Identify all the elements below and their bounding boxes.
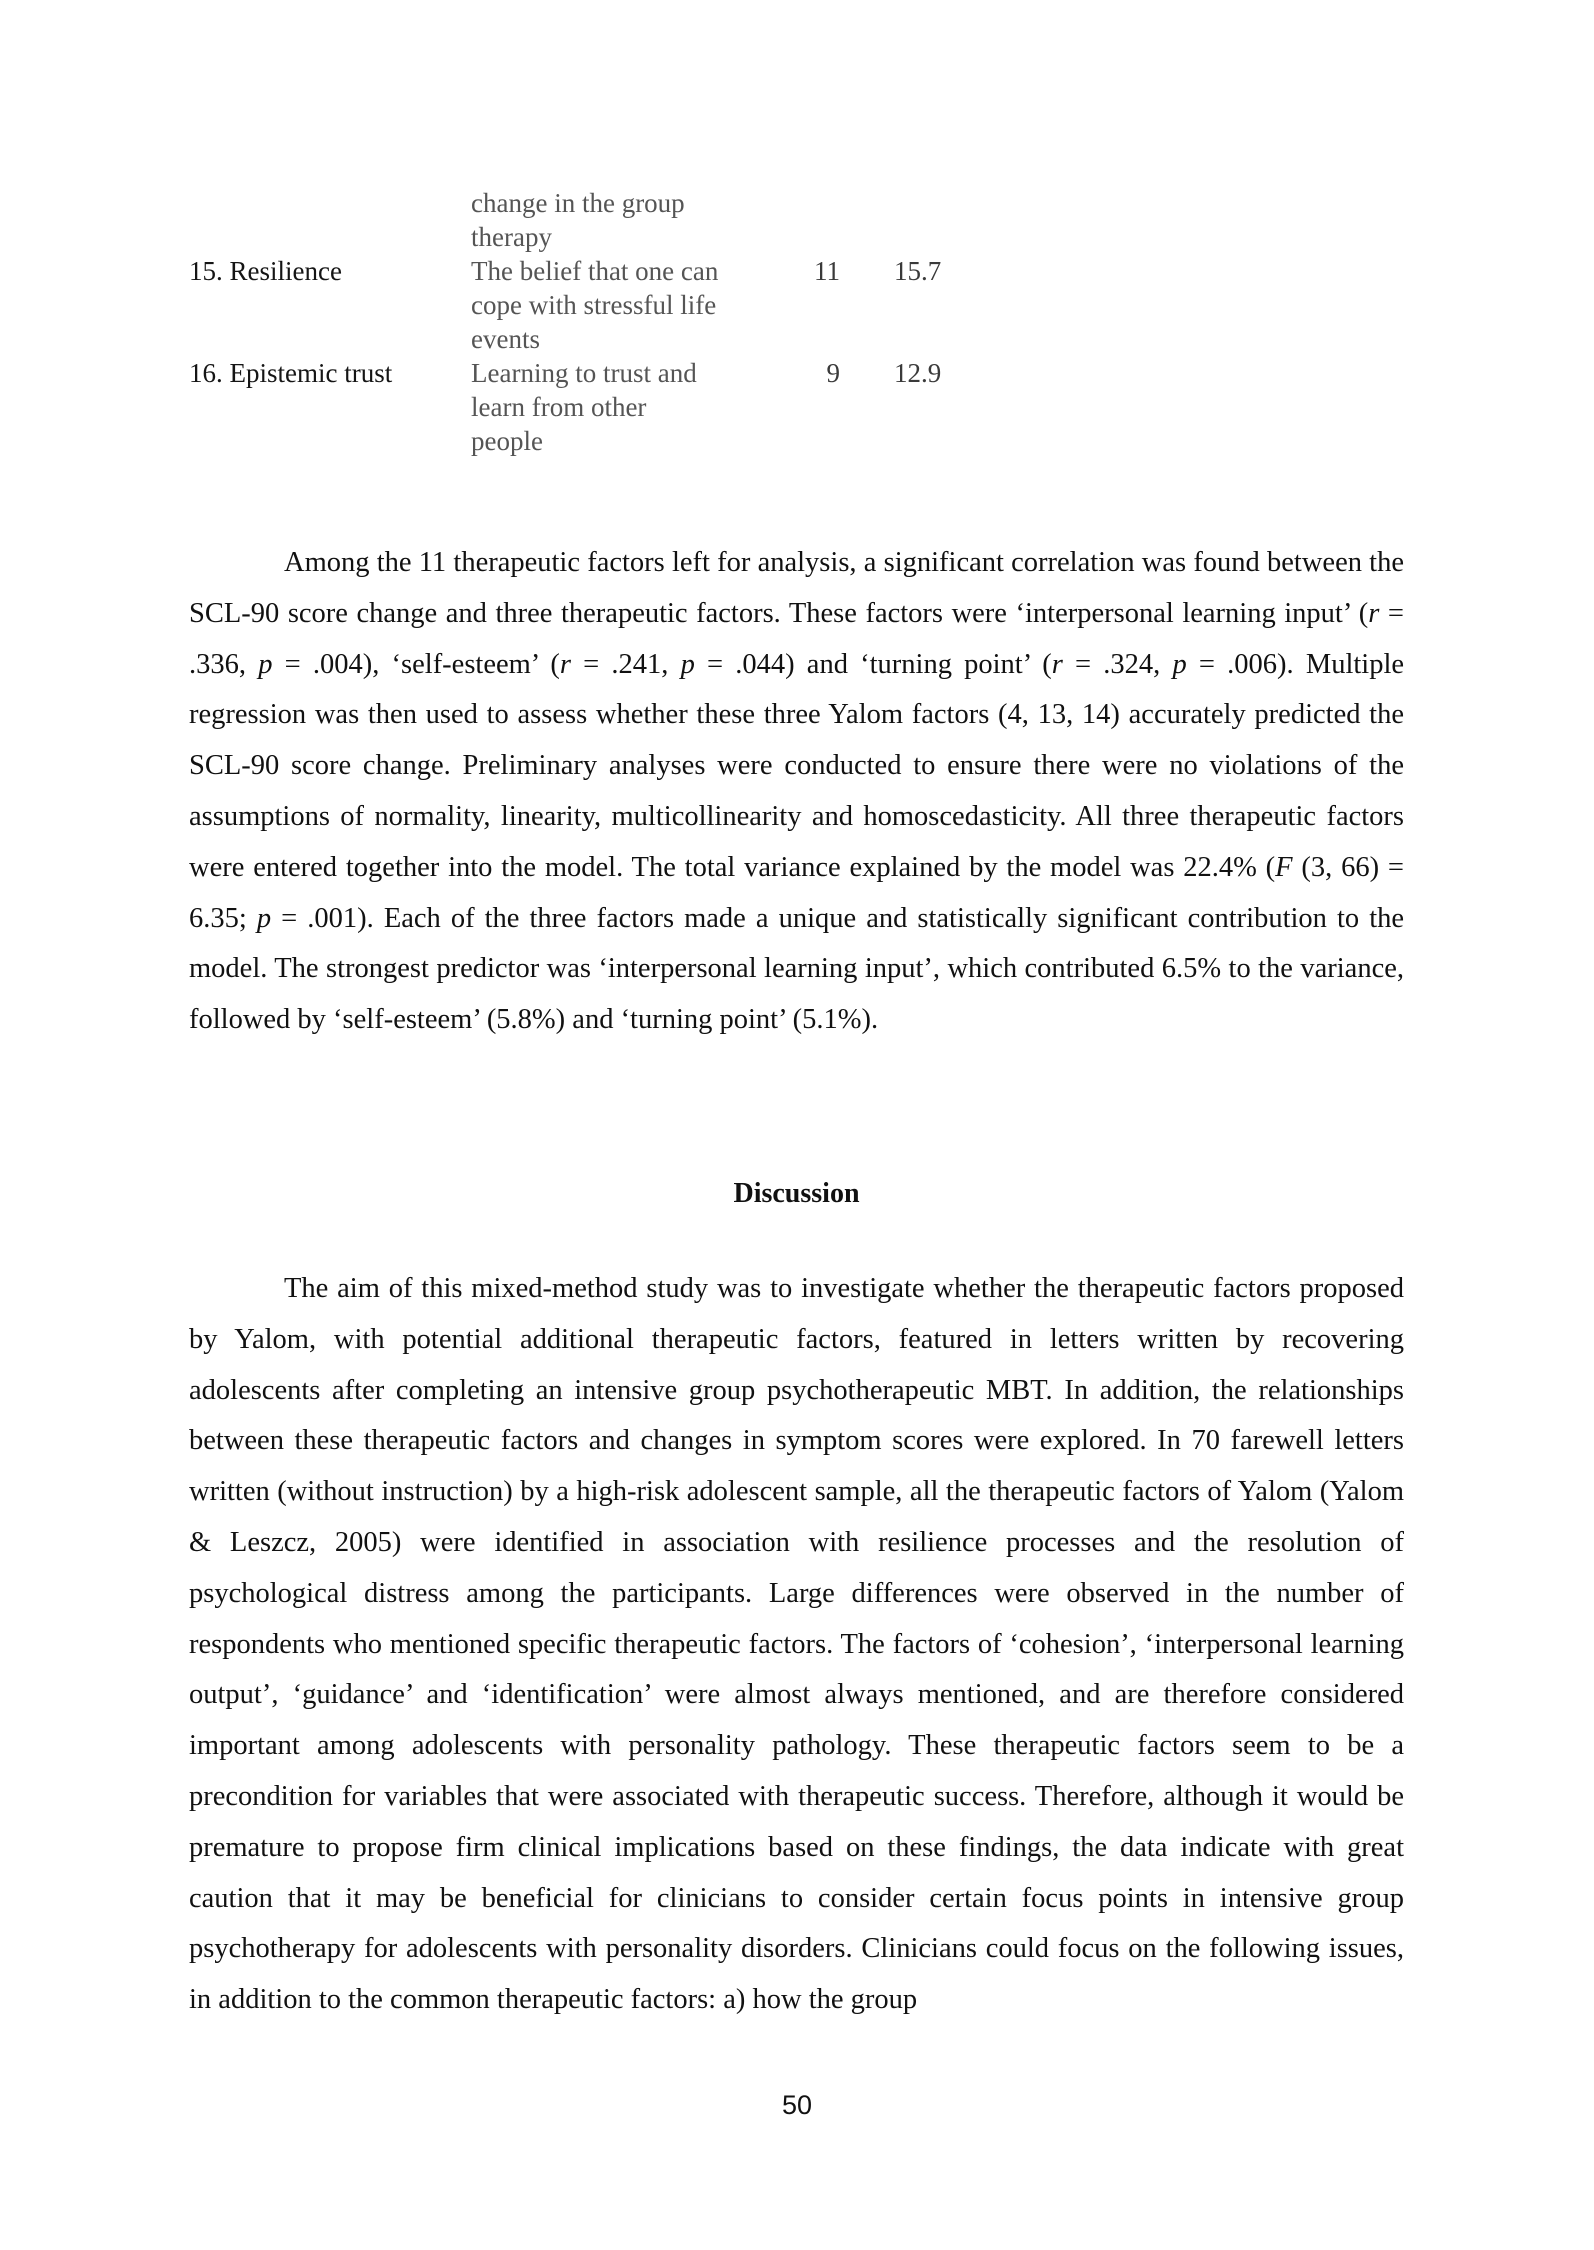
table-cell-n: 11 [814, 256, 840, 286]
table-cell-factor: 15. Resilience [189, 256, 342, 286]
results-text: Among the 11 therapeutic factors left for analysis, a significant correlation was found between the SCL-90 score change and three therapeutic factors. These factors were ‘interpersonal learning input’ ( [189, 547, 1404, 629]
stat-symbol-r: r [1051, 648, 1063, 680]
results-text: = .001). Each of the three factors made a unique and statistically significant contribution to the model. The strongest predictor was ‘interpersonal learning input’, which contributed 6.5% to the variance, followed by ‘self-esteem’ (5.8%) and ‘turning point’ (5.1%). [189, 902, 1405, 1036]
stat-symbol-p: p [258, 648, 273, 680]
table-cell-description: Learning to trust and learn from other people [471, 358, 697, 456]
results-text: (3, 66) = 6.35; [189, 851, 1404, 934]
table-cell-n: 9 [826, 358, 840, 388]
page-number: 50 [781, 2090, 813, 2120]
results-paragraph [189, 538, 1404, 1046]
discussion-paragraph: The aim of this mixed-method study was to investigate whether the therapeutic factors proposed by Yalom, with potential additional therapeutic factors, featured in letters written by recovering adolescents after completing an intensive group psychotherapeutic MBT. In addition, the relationships between these therapeutic factors and changes in symptom scores were explored. In 70 farewell letters written (without instruction) by a high-risk adolescent sample, all the therapeutic factors of Yalom (Yalom & Leszcz, 2005) were identified in association with resilience processes and the resolution of psychological distress among the participants. Large differences were observed in the number of respondents who mentioned specific therapeutic factors. The factors of ‘cohesion’, ‘interpersonal learning output’, ‘guidance’ and ‘identification’ were almost always mentioned, and are therefore considered important among adolescents with personality pathology. These therapeutic factors seem to be a precondition for variables that were associated with therapeutic success. Therefore, although it would be premature to propose firm clinical implications based on these findings, the data indicate with great caution that it may be beneficial for clinicians to consider certain focus points in intensive group psychotherapy for adolescents with personality disorders. Clinicians could focus on the following issues, in addition to the common therapeutic factors: a) how the group [189, 1273, 1404, 2016]
results-text: = .004), ‘self-esteem’ ( [272, 648, 560, 680]
section-heading-discussion: Discussion [733, 1178, 860, 1209]
results-text: = .324, [1062, 648, 1173, 680]
table-cell-factor: 16. Epistemic trust [189, 358, 393, 388]
table-cell-description: change in the group therapy [471, 188, 685, 252]
stat-symbol-f: F [1275, 851, 1293, 883]
table-cell-percent: 15.7 [894, 256, 942, 286]
results-text: = .336, [189, 597, 1405, 680]
table-cell-description: The belief that one can cope with stressful life events [471, 256, 719, 354]
stat-symbol-p: p [256, 902, 272, 934]
stat-symbol-r: r [559, 648, 571, 680]
stat-symbol-p: p [1172, 648, 1187, 680]
stat-symbol-p: p [680, 648, 695, 680]
therapeutic-factors-table [0, 0, 1594, 470]
table-cell-percent: 12.9 [894, 358, 942, 388]
results-text: = .241, [570, 648, 681, 680]
stat-symbol-r: r [1368, 597, 1380, 629]
results-text: = .044) and ‘turning point’ ( [694, 648, 1052, 680]
results-text: = .006). Multiple regression was then used to assess whether these three Yalom factors (4, 13, 14) accurately predicted the SCL-90 score change. Preliminary analyses were conducted to ensure there were no violations of the assumptions of normality, linearity, multicollinearity and homoscedasticity. All three therapeutic factors were entered together into the model. The total variance explained by the model was 22.4% ( [189, 648, 1405, 883]
